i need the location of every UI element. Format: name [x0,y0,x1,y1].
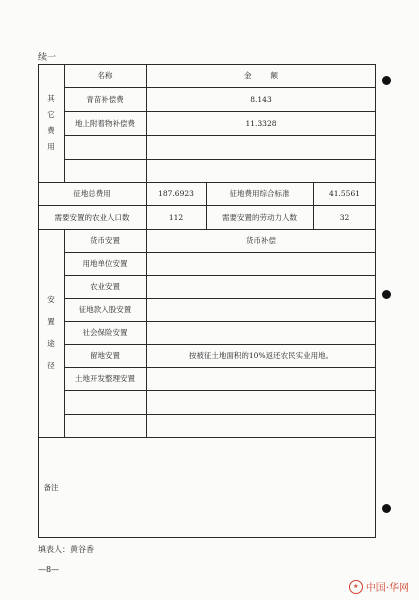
watermark-text: 中国·华网 [365,583,409,594]
binding-hole-icon [382,504,391,513]
resettle-name-cash: 货币安置 [90,236,120,245]
resettlement-group-label: 安 置 途 径 [47,295,55,370]
fee-amount-seedling: 8.143 [250,94,272,104]
remarks-label: 备注 [43,482,59,492]
resettle-name-land-development: 土地开发整理安置 [75,374,135,383]
standard-label: 征地费用综合标准 [229,189,290,198]
resettle-value-cash: 货币补偿 [246,236,276,245]
resettle-name-employer: 用地单位安置 [82,259,128,268]
people-value: 112 [168,212,184,222]
binding-hole-icon [382,290,391,299]
resettle-name-agriculture: 农业安置 [90,282,120,291]
resettle-value-reserved-land: 按被征土地面积的10%返还农民实业用地。 [188,351,334,360]
labor-label: 需要安置的劳动力人数 [222,212,297,222]
binding-hole-icon [382,76,391,85]
fee-name-seedling: 青苗补偿费 [86,94,124,104]
page-number: —8— [38,565,60,574]
standard-value: 41.5561 [328,189,360,198]
people-label: 需要安置的农业人口数 [54,212,130,222]
filler-name: 填表人：黄谷香 [38,545,94,554]
land-acquisition-table [38,64,376,538]
total-cost-label: 征地总费用 [73,189,111,198]
fee-amount-attachments: 11.3328 [245,118,277,128]
fee-name-attachments: 地上附着物补偿费 [75,118,135,128]
header-name: 名称 [97,71,113,80]
header-amount: 金 额 [243,71,279,80]
other-fees-group-label: 其 它 费 用 [47,94,55,151]
watermark-seal-icon: ★ [349,580,363,594]
total-cost-value: 187.6923 [158,189,194,198]
continuation-label: 续一 [38,53,57,63]
resettle-name-reserved-land: 留地安置 [90,351,120,360]
resettle-name-shares: 征地款入股安置 [78,305,132,314]
resettle-name-insurance: 社会保险安置 [82,328,128,337]
watermark [349,579,409,594]
labor-value: 32 [339,212,350,222]
